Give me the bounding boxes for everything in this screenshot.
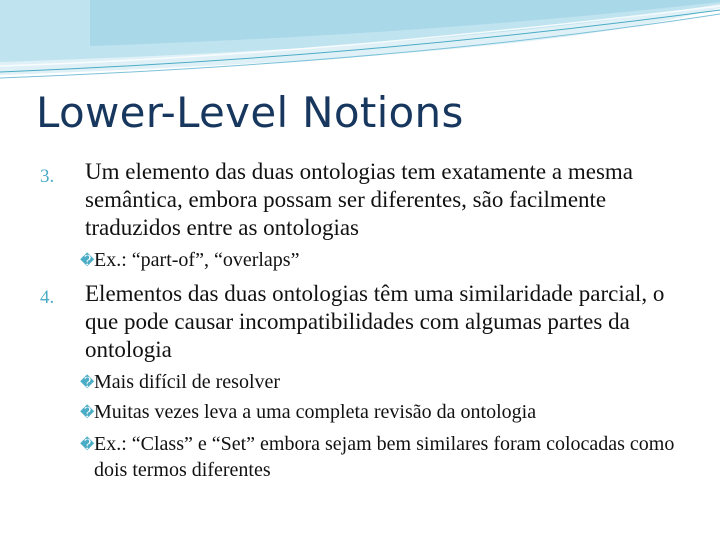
sub-bullet (80, 370, 280, 396)
bullet-marker-icon: � (80, 376, 95, 391)
sub-bullet-text: Ex.: “Class” e “Set” embora sejam bem similares foram colocadas como dois termos diferentes (94, 433, 675, 481)
bullet-marker-icon: � (80, 254, 95, 269)
item-text: Um elemento das duas ontologias tem exatamente a mesma semântica, embora possam ser diferentes, são facilmente traduzidos entre as ontologias (85, 159, 634, 240)
sub-bullet-text: Muitas vezes leva a uma completa revisão da ontologia (94, 401, 537, 423)
bullet-marker-icon: � (80, 406, 95, 421)
sub-bullet (80, 400, 536, 426)
slide-title: Lower-Level Notions (36, 88, 464, 137)
sub-bullet (80, 432, 694, 482)
item-number: 4. (40, 287, 55, 308)
sub-bullet-text: Ex.: “part-of”, “overlaps” (94, 249, 300, 271)
sub-bullet-text: Mais difícil de resolver (94, 371, 281, 393)
header-wave-decoration (0, 0, 720, 80)
bullet-marker-icon: � (80, 438, 95, 453)
item-number: 3. (40, 166, 55, 187)
sub-bullet (80, 248, 299, 274)
item-text: Elementos das duas ontologias têm uma similaridade parcial, o que pode causar incompatibilidades com algumas partes da ontologia (85, 281, 665, 362)
